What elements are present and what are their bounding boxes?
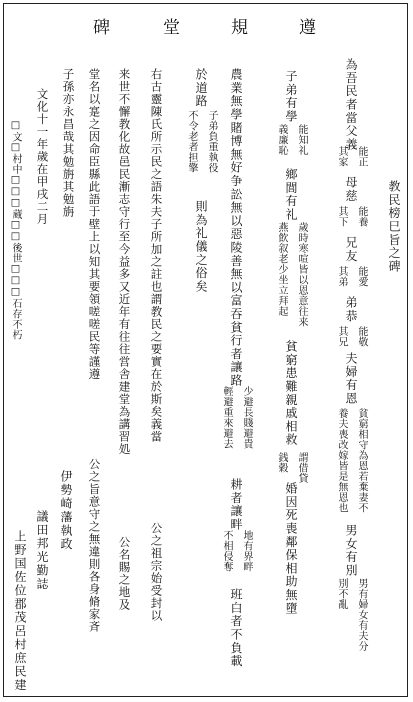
closing-line: □文□村中□□□蔵□□後世□□□石存不朽 <box>10 120 21 340</box>
text-line: 夫婦有恩 <box>344 352 358 406</box>
text-note: 能敬 <box>356 326 367 347</box>
date-line: 文化十一年歲在甲戌二月 <box>35 88 50 226</box>
text-line: 婚因死喪鄰保相助無墮 <box>284 482 298 615</box>
heading-obey: 遵 <box>295 18 315 44</box>
text-note: 其兄 <box>336 326 347 347</box>
text-line: 子弟有學 <box>284 70 298 124</box>
text-note: 謂借貸 <box>296 452 307 484</box>
text-line: 公之祖宗始受封以 <box>149 522 164 622</box>
text-line: 貧窮患難親戚相救 <box>284 340 298 447</box>
text-note: 義廉恥 <box>276 124 287 156</box>
text-note: 能正 <box>356 146 367 167</box>
text-note: 能愛 <box>356 266 367 287</box>
text-line: 於道路 <box>194 68 208 108</box>
text-note: 能養 <box>356 206 367 227</box>
text-line: 右古靈陳氏所示民之語朱夫子所加之註也謂教民之要實在於斯矣義當 <box>149 68 164 443</box>
text-note: 其弟 <box>336 266 347 287</box>
text-line: 堂名以寔之因命臣縣此語于壁上以知其要領嗟嗟民等謹遵 <box>87 68 102 381</box>
text-line: 弟恭 <box>344 296 358 323</box>
text-note: 子弟負重執役 <box>206 110 217 173</box>
text-line: 兄友 <box>344 236 358 263</box>
text-note: 養夫喪改嫁皆是無恩也 <box>336 408 347 513</box>
text-note: 別不亂 <box>336 578 347 610</box>
text-line: 為吾民者當父義 <box>344 58 358 152</box>
text-line: 公之旨意守之無違則各身脩家斉 <box>87 458 102 633</box>
text-note: 不令老者担擎 <box>186 110 197 173</box>
text-line: 男女有別 <box>344 524 358 578</box>
text-note: 輕避重來避去 <box>221 386 232 449</box>
text-line: 母慈 <box>344 176 358 203</box>
text-note: 其家 <box>336 146 347 167</box>
text-note: 能知礼 <box>296 124 307 156</box>
signer-author: 議田邦光勤誌 <box>35 510 49 591</box>
text-note: 貧窮相守為恩若棄妻不 <box>356 408 367 513</box>
text-line: 公名賜之地及 <box>117 536 132 611</box>
text-note: 地有界畔 <box>241 530 252 572</box>
text-line: 班白者不負載 <box>229 588 243 668</box>
text-line: 耕者讓畔 <box>229 478 243 532</box>
text-line: 来世不懈教化故邑民漸志守行至今益多又近年有往往営舎建堂為講習処 <box>117 68 132 456</box>
text-note: 不相侵奪 <box>221 530 232 572</box>
text-note: 銭穀 <box>276 452 287 473</box>
heading-stele: 碑 <box>89 18 109 44</box>
text-line: 鄉閭有礼 <box>284 168 298 222</box>
text-note: 男有婦女有夫分 <box>356 578 367 652</box>
text-note: 歲時寒喧皆以恩意往来 <box>296 222 307 327</box>
text-note: 少避長賤避貴 <box>241 386 252 449</box>
heading-hall: 堂 <box>159 18 179 44</box>
heading-rules: 規 <box>227 18 247 44</box>
text-note: 燕飲叙老少坐立拜起 <box>276 222 287 317</box>
stele-title: 教民榜巳旨之碑 <box>387 180 401 274</box>
text-note: 其下 <box>336 206 347 227</box>
text-line: 子孫亦永昌哉其勉旃其勉旃 <box>61 68 76 218</box>
text-line: 農業無學賭博無好争訟無以惡陵善無以富吞貧行者讓路 <box>229 68 243 388</box>
signer-builder: 上野国佐位郡茂呂村庶民建 <box>13 530 27 692</box>
text-line: 則為礼儀之俗矣 <box>194 200 208 294</box>
signer-role: 伊勢崎藩執政 <box>59 470 73 551</box>
